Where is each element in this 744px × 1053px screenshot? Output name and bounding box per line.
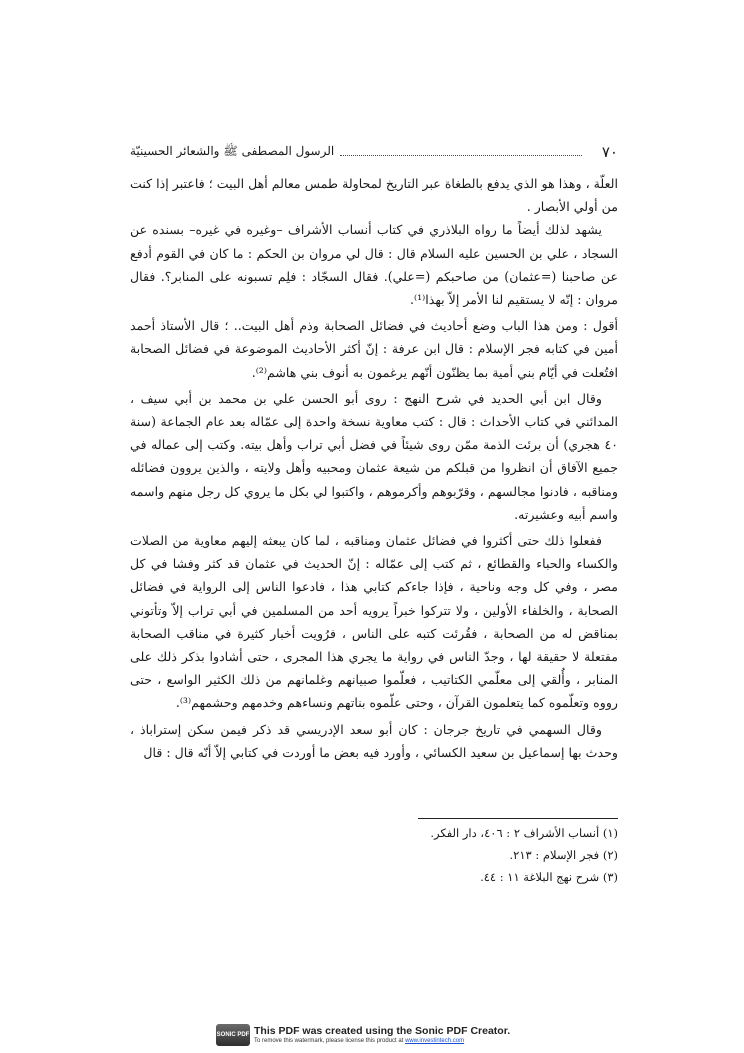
watermark-line-1: This PDF was created using the Sonic PDF Creator. [254, 1025, 511, 1037]
running-title: الرسول المصطفى ﷺ والشعائر الحسينيّة [130, 143, 335, 158]
watermark-link[interactable]: www.investintech.com [405, 1038, 465, 1044]
footnote-2: (٢) فجر الإسلام : ٢١٣. [509, 848, 618, 862]
footnote-1: (١) أنساب الأشراف ٢ : ٤٠٦، دار الفكر. [430, 826, 618, 840]
paragraph-5: ففعلوا ذلك حتى أكثروا في فضائل عثمان ومناقبه ، لما كان يبعثه إليهم معاوية من الصلات والكساء والحباء والقطائع ، ثم كتب إلى عمّاله : إنّ الحديث في عثمان قد كثر وفشا في كل مصر ، وفي كل وجه وناحية ، فإذا جاءكم كتابي هذا ، فادعوا الناس إلى الرواية في فضائل الصحابة ، والخلفاء الأولين ، ولا تتركوا خبراً يرويه أحد من المسلمين في أبي تراب إلاّ وتأتوني بمناقض له من الصحابة ، فقُرئت كتبه على الناس ، فرُويت أخبار كثيرة في مناقب الصحابة مفتعلة لا حقيقة لها ، وجدّ الناس في رواية ما يجري هذا المجرى ، حتى أشادوا بذكر ذلك على المنابر ، وأُلقي إلى معلّمي الكتاتيب ، فعلّموا صبيانهم وغلمانهم من ذلك الكثير الواسع ، حتى رووه وتعلّموه كما يتعلمون القرآن ، وحتى علّموه بناتهم ونساءهم وخدمهم وحشمهم⁽³⁾. [130, 533, 618, 711]
running-header [130, 140, 618, 164]
paragraph-1: العلّة ، وهذا هو الذي يدفع بالطغاة عبر التاريخ لمحاولة طمس معالم أهل البيت ؛ فاعتبر إذا كنت من أولي الأبصار . [130, 176, 618, 215]
paragraph-3: أقول : ومن هذا الباب وضع أحاديث في فضائل الصحابة وذم أهل البيت.. ؛ قال الأستاذ أحمد أمين في كتابه فجر الإسلام : قال ابن عرفة : إنّ أكثر الأحاديث الموضوعة في فضائل الصحابة افتُعلت في أيّام بني أمية بما يظنّون أنّهم يرغمون به أنوف بني هاشم⁽²⁾. [130, 318, 618, 380]
paragraph-6: وقال السهمي في تاريخ جرجان : كان أبو سعد الإدريسي قد ذكر فيمن سكن إستراباذ ، وحدث بها إسماعيل بن سعيد الكسائي ، وأورد فيه بعض ما أوردت في كتابي إلاّ أنّه قال : قال [130, 721, 618, 760]
watermark-line-2 [254, 1037, 510, 1045]
watermark-line-2-text: To remove this watermark, please license this product at [254, 1038, 406, 1044]
footnotes [330, 822, 618, 888]
paragraph-4: وقال ابن أبي الحديد في شرح النهج : روى أبو الحسن علي بن محمد بن أبي سيف ، المدائني في كتاب الأحداث : قال : كتب معاوية نسخة واحدة إلى عمّاله بعد عام الجماعة (سنة ٤٠ هجري) أن برئت الذمة ممّن روى شيئاً في فضل أبي تراب وأهل بيته. وكتب إلى عماله في جميع الآفاق أن انظروا من قبلكم من شيعة عثمان ومحبيه وأهل ولايته ، والذين يروون فضائله ومناقبه ، فادنوا مجالسهم ، وقرّبوهم وأكرموهم ، واكتبوا لي بكل ما يروي كل رجل منهم واسمه واسم أبيه وعشيرته. [130, 390, 618, 522]
footnote-separator [418, 818, 618, 819]
sonic-pdf-logo: SONIC PDF [216, 1024, 250, 1046]
paragraph-2: يشهد لذلك أيضاً ما رواه البلاذري في كتاب أنساب الأشراف –وغيره في غيره– بسنده عن السجاد ، علي بن الحسين عليه السلام قال : قال لي مروان بن الحكم : ما كان في القوم أدفع عن صاحبنا (=عثمان) من صاحبكم (=علي). فقال السجّاد : فلِم تسبونه على المنابر؟. فقال مروان : إنّه لا يستقيم لنا الأمر إلاّ بهذا⁽¹⁾. [130, 222, 618, 308]
body-text [130, 172, 618, 764]
footnote-3: (٣) شرح نهج البلاغة ١١ : ٤٤. [480, 870, 618, 884]
header-dotted-leader [340, 155, 582, 156]
page-number: ٧٠ [601, 143, 618, 161]
watermark-text [254, 1025, 510, 1045]
pdf-watermark [216, 1022, 536, 1048]
